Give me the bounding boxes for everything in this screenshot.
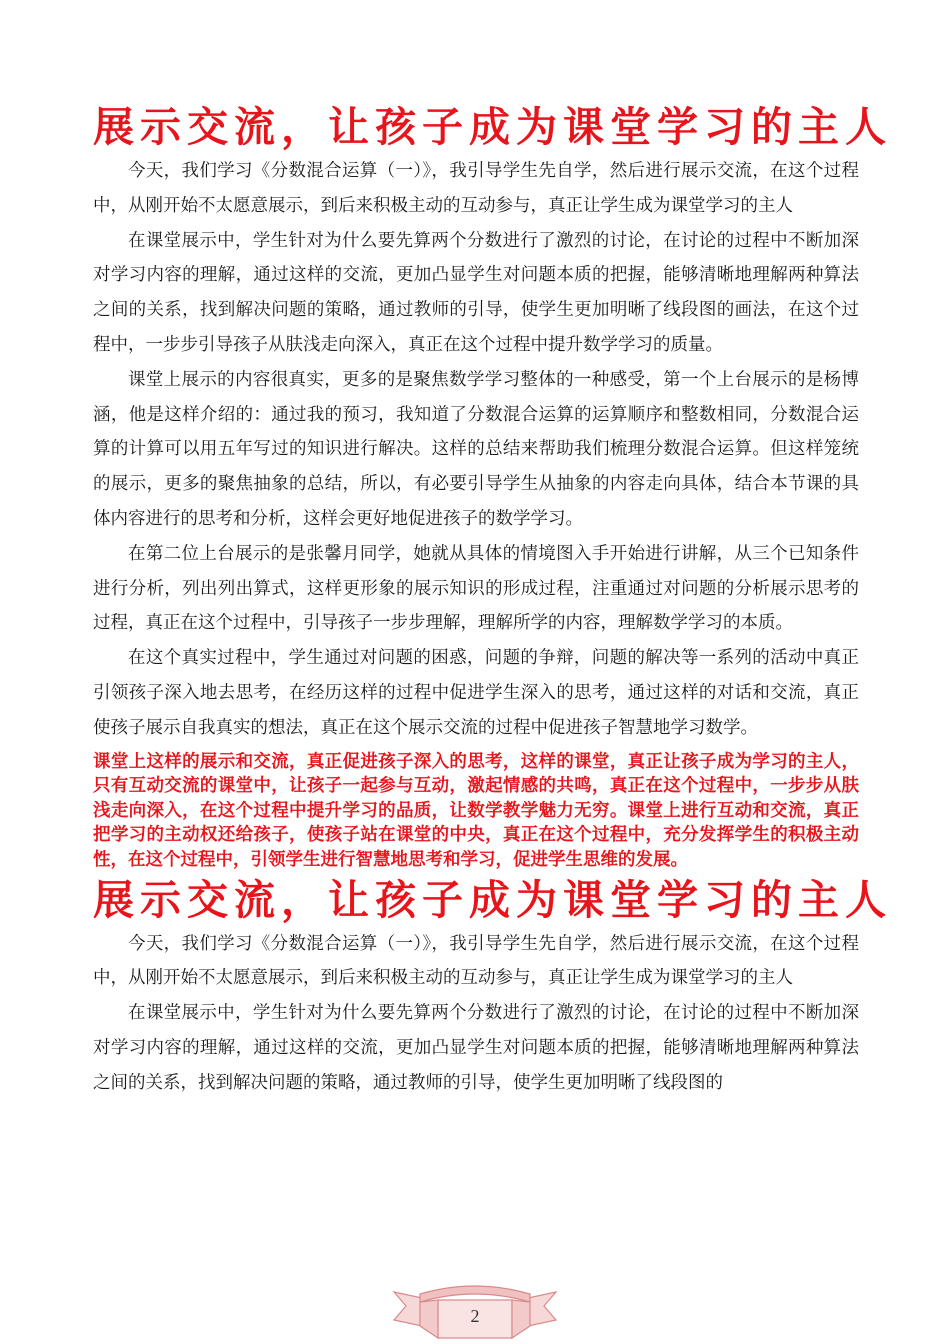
paragraph-4: 在第二位上台展示的是张馨月同学，她就从具体的情境图入手开始进行讲解，从三个已知条件进行分析，列出列出算式，这样更形象的展示知识的形成过程，注重通过对问题的分析展示思考的过程，真正在这个过程中，引导孩子一步步理解，理解所学的内容，理解数学学习的本质。 [93, 543, 859, 634]
document-title-repeat: 展示交流，让孩子成为课堂学习的主人 [93, 875, 892, 924]
repeat-paragraph-1: 今天，我们学习《分数混合运算（一）》，我引导学生先自学，然后进行展示交流，在这个过程中，从刚开始不太愿意展示，到后来积极主动的互动参与，真正让学生成为课堂学习的主人 [93, 933, 859, 989]
repeat-paragraph-2: 在课堂展示中，学生针对为什么要先算两个分数进行了激烈的讨论，在讨论的过程中不断加深对学习内容的理解，通过这样的交流，更加凸显学生对问题本质的把握，能够清晰地理解两种算法之间的关系，找到解决问题的策略，通过教师的引导，使学生更加明晰了线段图的 [93, 1003, 859, 1093]
paragraph-1: 今天，我们学习《分数混合运算（一）》，我引导学生先自学，然后进行展示交流，在这个过程中，从刚开始不太愿意展示，到后来积极主动的互动参与，真正让学生成为课堂学习的主人 [93, 161, 859, 216]
paragraph-2: 在课堂展示中，学生针对为什么要先算两个分数进行了激烈的讨论，在讨论的过程中不断加深对学习内容的理解，通过这样的交流，更加凸显学生对问题本质的把握，能够清晰地理解两种算法之间的关系，找到解决问题的策略，通过教师的引导，使学生更加明晰了线段图的画法，在这个过程中，一步步引导孩子从肤浅走向深入，真正在这个过程中提升数学学习的质量。 [93, 230, 859, 355]
document-body [93, 100, 892, 1101]
page-number-badge [392, 1280, 558, 1344]
summary-highlight: 课堂上这样的展示和交流，真正促进孩子深入的思考，这样的课堂，真正让孩子成为学习的主人，只有互动交流的课堂中，让孩子一起参与互动，激起情感的共鸣，真正在这个过程中，一步步从肤浅走向深入，在这个过程中提升学习的品质，让数学教学魅力无穷。课堂上进行互动和交流，真正把学习的主动权还给孩子，使孩子站在课堂的中央，真正在这个过程中，充分发挥学生的积极主动性，在这个过程中，引领学生进行智慧地思考和学习，促进学生思维的发展。 [93, 751, 859, 870]
paragraph-5: 在这个真实过程中，学生通过对问题的困惑，问题的争辩，问题的解决等一系列的活动中真正引领孩子深入地去思考，在经历这样的过程中促进学生深入的思考，通过这样的对话和交流，真正使孩子展示自我真实的想法，真正在这个展示交流的过程中促进孩子智慧地学习数学。 [93, 648, 859, 738]
document-title: 展示交流，让孩子成为课堂学习的主人 [93, 103, 892, 151]
paragraph-3: 课堂上展示的内容很真实，更多的是聚焦数学学习整体的一种感受，第一个上台展示的是杨博涵，他是这样介绍的：通过我的预习，我知道了分数混合运算的运算顺序和整数相同，分数混合运算的计算可以用五年写过的知识进行解决。这样的总结来帮助我们梳理分数混合运算。但这样笼统的展示，更多的聚焦抽象的总结，所以，有必要引导学生从抽象的内容走向具体，结合本节课的具体内容进行的思考和分析，这样会更好地促进孩子的数学学习。 [93, 369, 859, 529]
page-number: 2 [470, 1306, 480, 1326]
